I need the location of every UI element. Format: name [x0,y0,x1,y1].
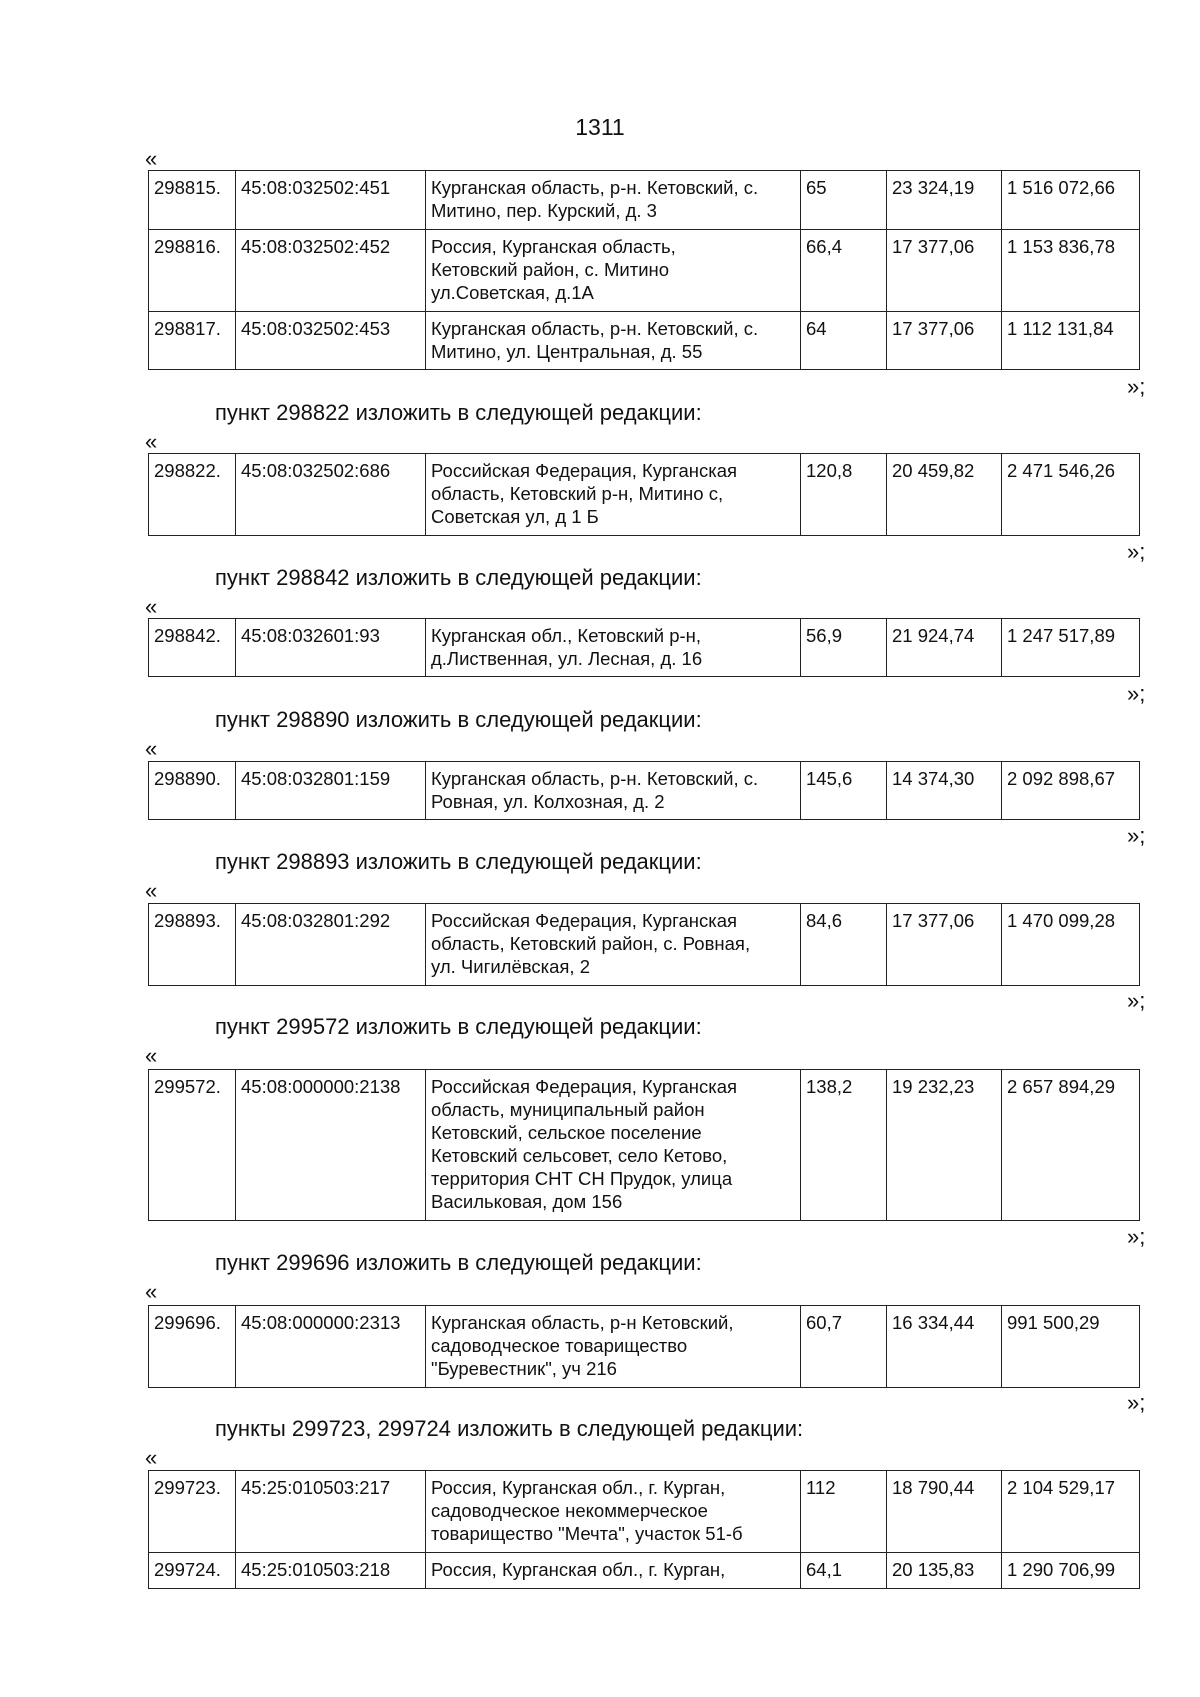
area: 64 [801,312,887,370]
area: 60,7 [801,1306,887,1388]
area: 64,1 [801,1553,887,1589]
item-number: 298816. [149,230,236,312]
instruction-text: пункт 299696 изложить в следующей редакции: [215,1250,702,1275]
close-quote: »; [1127,988,1146,1013]
address-line: Курганская область, р-н. Кетовский, с. [431,768,759,789]
address-cell [426,1306,801,1388]
registry-table [148,1069,1140,1221]
address-line: Советская ул, д 1 Б [431,506,599,527]
total-value: 1 153 836,78 [1002,230,1140,312]
total-value: 991 500,29 [1002,1306,1140,1388]
area: 145,6 [801,762,887,820]
address-line: Россия, Курганская обл., г. Курган, [431,1477,726,1498]
address-line: Курганская обл., Кетовский р-н, [431,625,702,646]
address-line: область, Кетовский район, с. Ровная, [431,933,751,954]
open-quote: « [145,1043,158,1068]
item-number: 299723. [149,1471,236,1553]
address-line: Кетовский район, с. Митино [431,259,670,280]
close-quote: »; [1127,681,1146,706]
instruction-text: пункт 298890 изложить в следующей редакции: [215,707,702,732]
total-value: 2 092 898,67 [1002,762,1140,820]
table-row [149,1306,1140,1388]
instruction-text: пункт 299572 изложить в следующей редакции: [215,1014,702,1039]
address-line: Митино, пер. Курский, д. 3 [431,200,657,221]
unit-price: 16 334,44 [887,1306,1002,1388]
total-value: 1 112 131,84 [1002,312,1140,370]
item-number: 298893. [149,904,236,986]
address-cell [426,1070,801,1221]
table-row [149,619,1140,677]
address-cell [426,312,801,370]
total-value: 2 104 529,17 [1002,1471,1140,1553]
table-row [149,1553,1140,1589]
item-number: 298822. [149,454,236,536]
unit-price: 17 377,06 [887,312,1002,370]
total-value: 1 290 706,99 [1002,1553,1140,1589]
area: 65 [801,171,887,230]
registry-table [148,1305,1140,1388]
instruction-text: пункт 298842 изложить в следующей редакции: [215,565,702,590]
address-line: Курганская область, р-н Кетовский, [431,1312,734,1333]
open-quote: « [145,594,158,619]
table-row [149,171,1140,230]
cadastral-number: 45:08:032502:452 [236,230,426,312]
close-quote: »; [1127,539,1146,564]
item-number: 298817. [149,312,236,370]
area: 120,8 [801,454,887,536]
address-line: Васильковая, дом 156 [431,1191,623,1212]
address-line: территория СНТ СН Прудок, улица [431,1168,733,1189]
open-quote: « [145,429,158,454]
address-line: Курганская область, р-н. Кетовский, с. [431,318,759,339]
total-value: 1 516 072,66 [1002,171,1140,230]
close-quote: »; [1127,374,1146,399]
registry-table [148,1470,1140,1589]
area: 138,2 [801,1070,887,1221]
address-cell [426,619,801,677]
address-line: ул.Советская, д.1А [431,282,594,303]
total-value: 2 471 546,26 [1002,454,1140,536]
unit-price: 14 374,30 [887,762,1002,820]
address-line: Ровная, ул. Колхозная, д. 2 [431,791,665,812]
unit-price: 21 924,74 [887,619,1002,677]
total-value: 1 247 517,89 [1002,619,1140,677]
item-number: 298890. [149,762,236,820]
table-row [149,230,1140,312]
cadastral-number: 45:08:032801:159 [236,762,426,820]
close-quote: »; [1127,1224,1146,1249]
cadastral-number: 45:08:032502:453 [236,312,426,370]
table-row [149,454,1140,536]
cadastral-number: 45:08:032801:292 [236,904,426,986]
address-cell [426,762,801,820]
address-line: Курганская область, р-н. Кетовский, с. [431,177,759,198]
address-line: Российская Федерация, Курганская [431,460,738,481]
address-line: д.Лиственная, ул. Лесная, д. 16 [431,648,703,669]
area: 84,6 [801,904,887,986]
registry-table [148,761,1140,820]
address-line: ул. Чигилёвская, 2 [431,956,590,977]
item-number: 298842. [149,619,236,677]
address-cell [426,904,801,986]
open-quote: « [145,736,158,761]
address-line: Россия, Курганская область, [431,236,676,257]
cadastral-number: 45:08:000000:2313 [236,1306,426,1388]
open-quote: « [145,1279,158,1304]
close-quote: »; [1127,1390,1146,1415]
unit-price: 20 135,83 [887,1553,1002,1589]
item-number: 298815. [149,171,236,230]
address-cell [426,1553,801,1589]
address-cell [426,1471,801,1553]
table-row [149,1471,1140,1553]
address-line: область, Кетовский р-н, Митино с, [431,483,724,504]
instruction-text: пункты 299723, 299724 изложить в следующей редакции: [215,1416,804,1441]
address-line: Россия, Курганская обл., г. Курган, [431,1559,726,1580]
item-number: 299724. [149,1553,236,1589]
address-line: Российская Федерация, Курганская [431,1076,738,1097]
open-quote: « [145,146,158,171]
unit-price: 17 377,06 [887,904,1002,986]
instruction-text: пункт 298893 изложить в следующей редакции: [215,849,702,874]
area: 66,4 [801,230,887,312]
registry-table [148,903,1140,986]
address-line: Российская Федерация, Курганская [431,910,738,931]
close-quote: »; [1127,823,1146,848]
table-row [149,1070,1140,1221]
unit-price: 20 459,82 [887,454,1002,536]
cadastral-number: 45:08:032502:686 [236,454,426,536]
address-line: Кетовский, сельское поселение [431,1122,702,1143]
table-row [149,904,1140,986]
table-row [149,762,1140,820]
address-line: товарищество "Мечта", участок 51-б [431,1523,743,1544]
cadastral-number: 45:08:000000:2138 [236,1070,426,1221]
address-line: область, муниципальный район [431,1099,705,1120]
address-line: Кетовский сельсовет, село Кетово, [431,1145,728,1166]
item-number: 299696. [149,1306,236,1388]
cadastral-number: 45:08:032502:451 [236,171,426,230]
area: 56,9 [801,619,887,677]
total-value: 2 657 894,29 [1002,1070,1140,1221]
unit-price: 23 324,19 [887,171,1002,230]
total-value: 1 470 099,28 [1002,904,1140,986]
table-row [149,312,1140,370]
address-line: садоводческое некоммерческое [431,1500,708,1521]
address-line: Митино, ул. Центральная, д. 55 [431,341,703,362]
address-cell [426,454,801,536]
unit-price: 19 232,23 [887,1070,1002,1221]
address-line: садоводческое товарищество [431,1335,688,1356]
registry-table [148,170,1140,370]
item-number: 299572. [149,1070,236,1221]
open-quote: « [145,1445,158,1470]
address-line: "Буревестник", уч 216 [431,1358,617,1379]
cadastral-number: 45:08:032601:93 [236,619,426,677]
address-cell [426,230,801,312]
unit-price: 18 790,44 [887,1471,1002,1553]
instruction-text: пункт 298822 изложить в следующей редакции: [215,400,702,425]
unit-price: 17 377,06 [887,230,1002,312]
page-number: 1311 [575,114,625,140]
registry-table [148,618,1140,677]
cadastral-number: 45:25:010503:217 [236,1471,426,1553]
address-cell [426,171,801,230]
open-quote: « [145,878,158,903]
registry-table [148,453,1140,536]
area: 112 [801,1471,887,1553]
cadastral-number: 45:25:010503:218 [236,1553,426,1589]
